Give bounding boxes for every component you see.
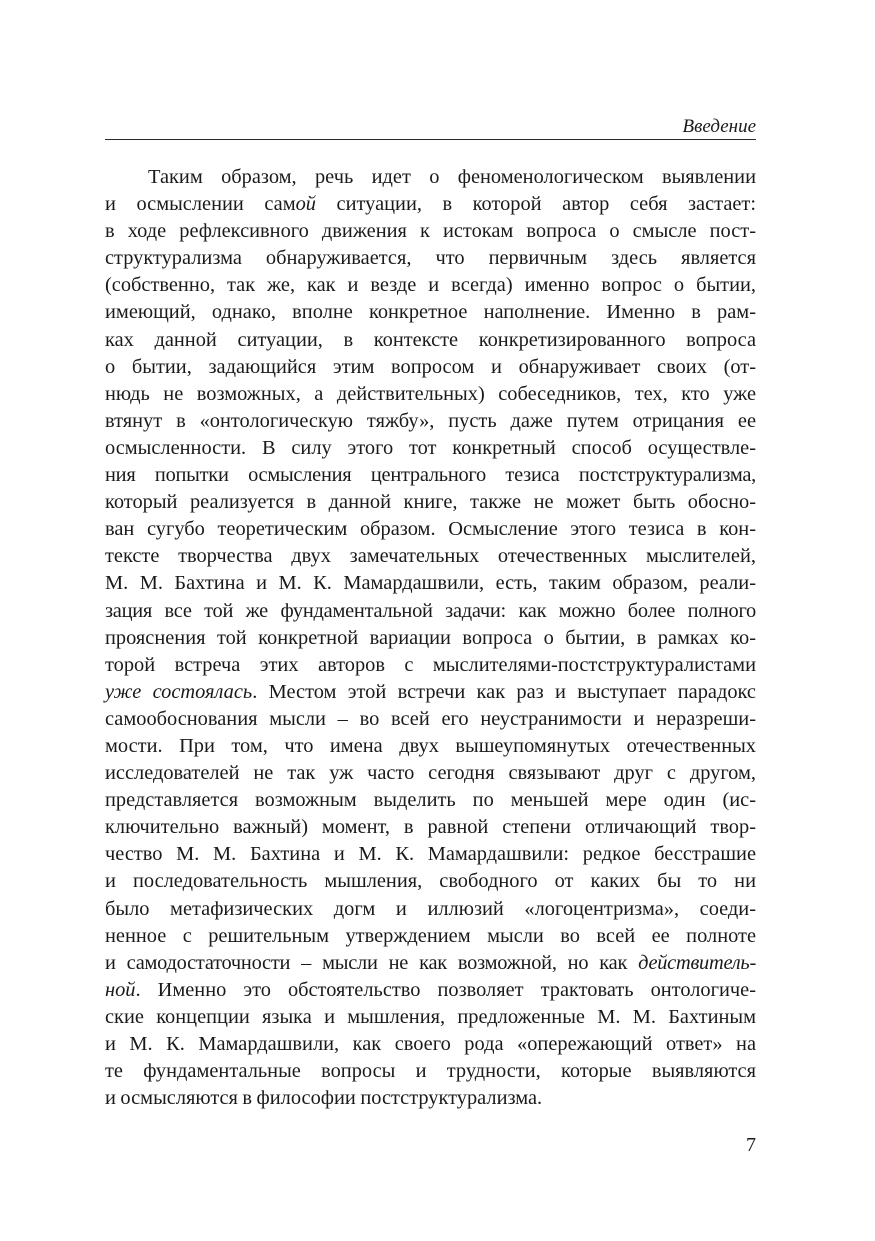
text-line: ван сугубо теоретическим образом. Осмысление этого тезиса в кон- [105,518,756,541]
text-line: Таким образом, речь идет о феноменологическом выявлении [148,166,756,188]
text-line: М. М. Бахтина и М. К. Мамардашвили, есть, таким образом, реали- [105,572,756,595]
page-number: 7 [746,1134,756,1156]
text-line: (собственно, так же, как и везде и всегда) именно вопрос о бытии, [105,274,756,297]
text-line: мости. При том, что имена двух вышеупомянутых отечественных [105,734,756,757]
text-line: ключительно важный) момент, в равной степени отличающий твор- [105,816,756,839]
text-line: самообоснования мысли – во всей его неустранимости и неразреши- [105,707,756,730]
text-line: в ходе рефлексивного движения к истокам вопроса о смысле пост- [105,220,756,243]
text-line: имеющий, однако, вполне конкретное наполнение. Именно в рам- [105,301,756,324]
text-line: и осмыслении самой ситуации, в которой автор себя застает: [105,193,756,216]
text-line: и последовательность мышления, свободного от каких бы то ни [105,870,756,893]
text-line: ках данной ситуации, в контексте конкретизированного вопроса [105,328,756,351]
emphasis: уже состоялась [105,680,253,703]
emphasis: действитель- [638,951,756,974]
text-line: ной. Именно это обстоятельство позволяет трактовать онтологиче- [105,978,756,1001]
running-head: Введение [682,116,756,137]
text-line: прояснения той конкретной вариации вопроса о бытии, в рамках ко- [105,626,756,649]
text-line: чество М. М. Бахтина и М. К. Мамардашвили: редкое бесстрашие [105,843,756,866]
text-line: представляется возможным выделить по меньшей мере один (ис- [105,789,756,812]
text-line: было метафизических догм и иллюзий «логоцентризма», соеди- [105,897,756,920]
body-paragraph [105,164,756,1112]
text-line: и М. К. Мамардашвили, как своего рода «опережающий ответ» на [105,1033,756,1055]
text-line: осмысленности. В силу этого тот конкретный способ осуществле- [105,436,756,459]
text-line: и самодостаточности – мысли не как возможной, но как действитель- [105,951,756,974]
text-line: ненное с решительным утверждением мысли во всей ее полноте [105,924,756,947]
text-line: структурализма обнаруживается, что первичным здесь является [105,247,756,270]
text-line: уже состоялась. Местом этой встречи как раз и выступает парадокс [105,680,756,703]
text-line: ния попытки осмысления центрального тезиса постструктурализма, [105,464,756,487]
emphasis: ой [295,193,316,216]
text-line: ские концепции языка и мышления, предложенные М. М. Бахтиным [105,1005,756,1028]
text-line: о бытии, задающийся этим вопросом и обнаруживает своих (от- [105,355,756,378]
text-line: исследователей не так уж часто сегодня связывают друг с другом, [105,762,756,785]
header-rule [105,139,756,140]
text-line: торой встреча этих авторов с мыслителями-постструктуралистами [105,653,756,676]
emphasis: ной [105,978,136,1001]
text-line: нюдь не возможных, а действительных) собеседников, тех, кто уже [105,382,756,405]
text-line: тексте творчества двух замечательных отечественных мыслителей, [105,545,756,568]
text-line: втянут в «онтологическую тяжбу», пусть даже путем отрицания ее [105,409,756,432]
text-line: и осмысляются в философии постструктурализма. [105,1087,543,1110]
text-line: который реализуется в данной книге, также не может быть обосно- [105,491,756,514]
text-line: зация все той же фундаментальной задачи: как можно более полного [105,599,756,622]
text-line: те фундаментальные вопросы и трудности, которые выявляются [105,1060,756,1083]
